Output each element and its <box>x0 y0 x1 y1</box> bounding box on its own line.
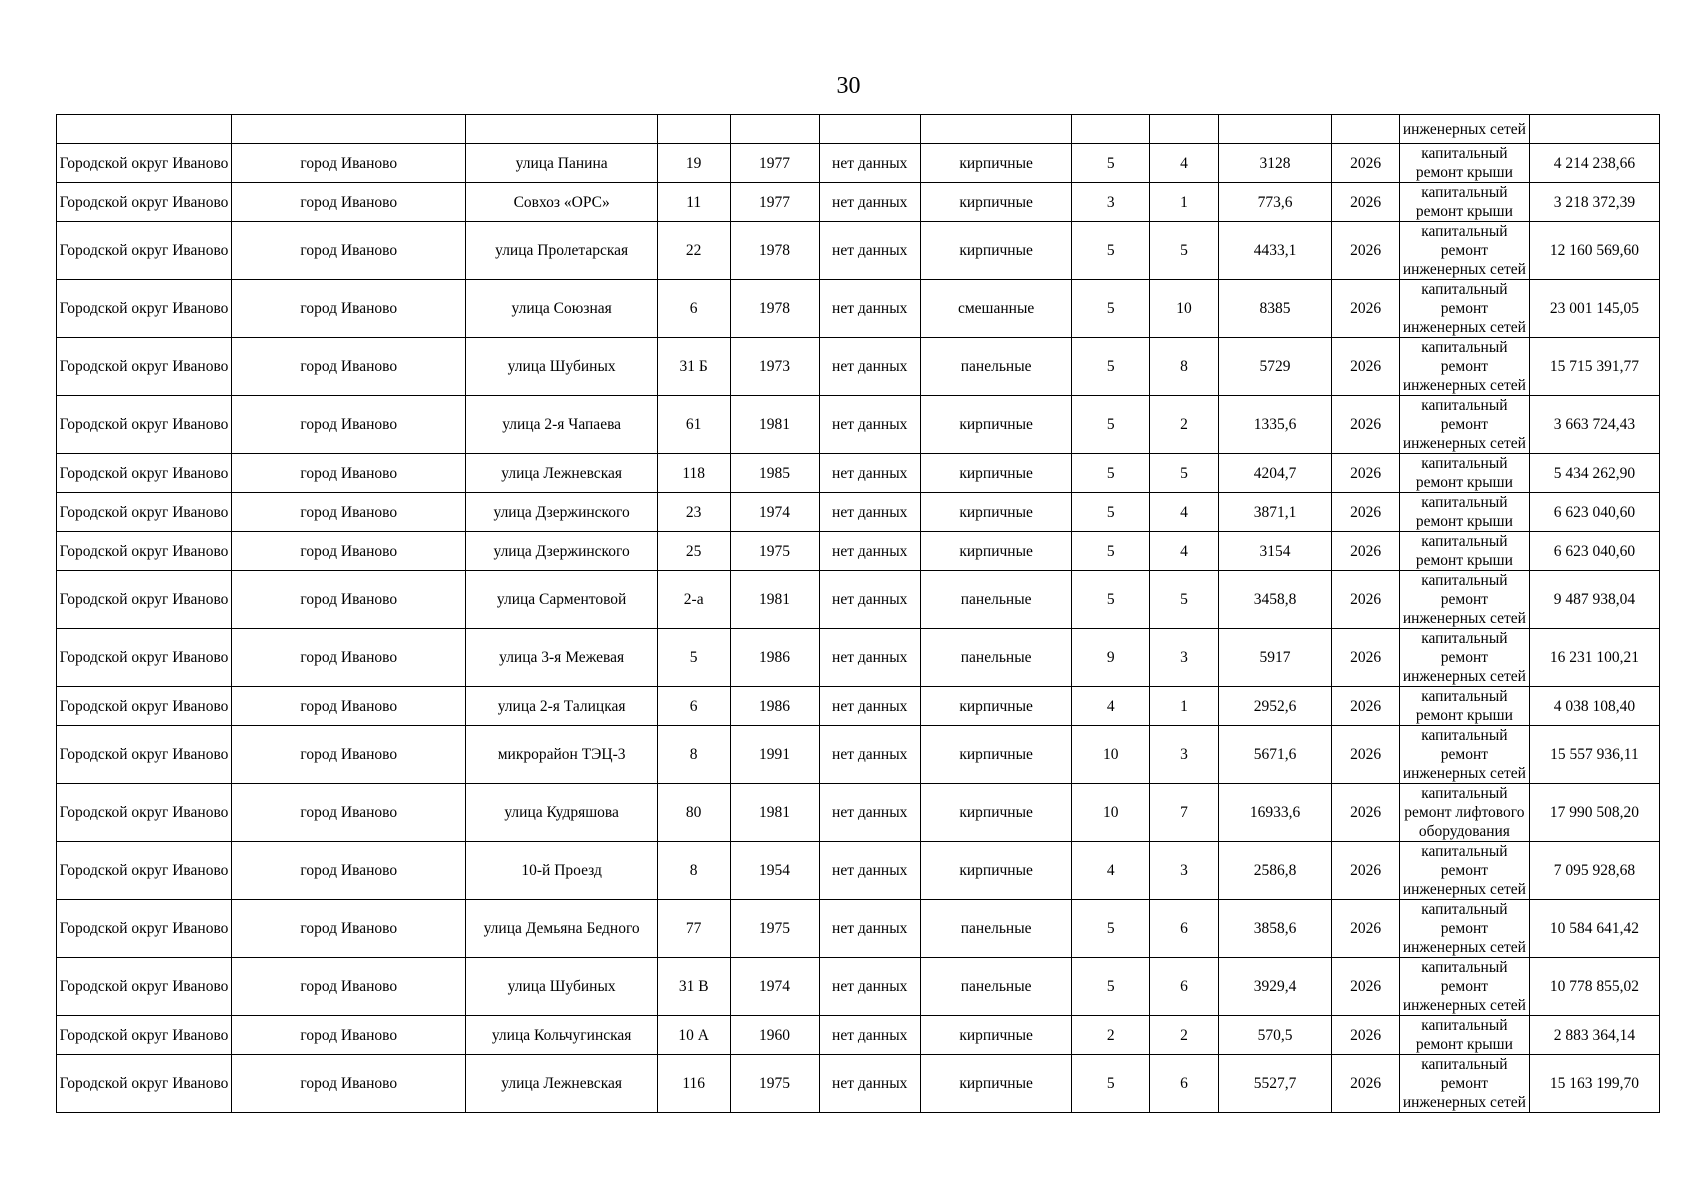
cell-cost: 17 990 508,20 <box>1529 784 1659 842</box>
cell-house: 11 <box>657 183 730 222</box>
cell-entrances: 8 <box>1150 338 1219 396</box>
cell-floors: 4 <box>1072 842 1150 900</box>
cell-floors: 10 <box>1072 726 1150 784</box>
cell-district: Городской округ Иваново <box>57 629 232 687</box>
cell-street: микрорайон ТЭЦ-3 <box>466 726 657 784</box>
cell-floors: 3 <box>1072 183 1150 222</box>
cell-prev-repair: нет данных <box>819 532 920 571</box>
cell-walls: панельные <box>920 338 1071 396</box>
cell-walls: панельные <box>920 571 1071 629</box>
cell-plan-year: 2026 <box>1332 280 1400 338</box>
cell-street: улица 2-я Чапаева <box>466 396 657 454</box>
table-row <box>57 183 1660 222</box>
table-body <box>57 115 1660 1113</box>
cell-district: Городской округ Иваново <box>57 338 232 396</box>
cell-floors: 5 <box>1072 280 1150 338</box>
cell-district: Городской округ Иваново <box>57 900 232 958</box>
cell-entrances: 7 <box>1150 784 1219 842</box>
cell-city: город Иваново <box>232 222 466 280</box>
cell-entrances: 3 <box>1150 629 1219 687</box>
cell-entrances: 1 <box>1150 183 1219 222</box>
cell-plan-year: 2026 <box>1332 396 1400 454</box>
cell-work: капитальный ремонт инженерных сетей <box>1399 726 1529 784</box>
cell-work: капитальный ремонт крыши <box>1399 454 1529 493</box>
cell-district: Городской округ Иваново <box>57 571 232 629</box>
cell-cost: 15 557 936,11 <box>1529 726 1659 784</box>
cell-area: 8385 <box>1218 280 1332 338</box>
cell-street: улица 2-я Талицкая <box>466 687 657 726</box>
cell-floors: 2 <box>1072 1016 1150 1055</box>
cell-plan-year: 2026 <box>1332 144 1400 183</box>
cell-work: капитальный ремонт инженерных сетей <box>1399 222 1529 280</box>
cell-floors: 5 <box>1072 454 1150 493</box>
cell-cost: 12 160 569,60 <box>1529 222 1659 280</box>
cell-plan-year: 2026 <box>1332 454 1400 493</box>
cell-city <box>232 115 466 144</box>
cell-plan-year: 2026 <box>1332 687 1400 726</box>
cell-year: 1974 <box>730 958 819 1016</box>
cell-street: улица Кудряшова <box>466 784 657 842</box>
cell-street: улица Дзержинского <box>466 532 657 571</box>
cell-year: 1978 <box>730 280 819 338</box>
cell-area: 3858,6 <box>1218 900 1332 958</box>
cell-walls: панельные <box>920 900 1071 958</box>
cell-work: капитальный ремонт инженерных сетей <box>1399 900 1529 958</box>
cell-work: капитальный ремонт крыши <box>1399 532 1529 571</box>
cell-plan-year: 2026 <box>1332 1055 1400 1113</box>
cell-floors: 5 <box>1072 493 1150 532</box>
cell-year: 1974 <box>730 493 819 532</box>
cell-entrances: 5 <box>1150 222 1219 280</box>
cell-year: 1975 <box>730 900 819 958</box>
cell-work: капитальный ремонт крыши <box>1399 687 1529 726</box>
cell-area: 5527,7 <box>1218 1055 1332 1113</box>
cell-district: Городской округ Иваново <box>57 222 232 280</box>
table-row <box>57 280 1660 338</box>
cell-plan-year <box>1332 115 1400 144</box>
cell-work: капитальный ремонт крыши <box>1399 183 1529 222</box>
cell-prev-repair: нет данных <box>819 338 920 396</box>
cell-city: город Иваново <box>232 280 466 338</box>
cell-plan-year: 2026 <box>1332 183 1400 222</box>
cell-work: капитальный ремонт крыши <box>1399 493 1529 532</box>
cell-prev-repair: нет данных <box>819 396 920 454</box>
table-row <box>57 687 1660 726</box>
cell-entrances: 5 <box>1150 571 1219 629</box>
cell-prev-repair: нет данных <box>819 222 920 280</box>
cell-walls: кирпичные <box>920 144 1071 183</box>
cell-city: город Иваново <box>232 629 466 687</box>
cell-walls: кирпичные <box>920 532 1071 571</box>
cell-work: капитальный ремонт инженерных сетей <box>1399 842 1529 900</box>
page-number: 30 <box>836 73 861 99</box>
cell-city: город Иваново <box>232 396 466 454</box>
cell-floors: 9 <box>1072 629 1150 687</box>
cell-year: 1960 <box>730 1016 819 1055</box>
cell-area <box>1218 115 1332 144</box>
cell-entrances: 2 <box>1150 396 1219 454</box>
cell-city: город Иваново <box>232 900 466 958</box>
cell-cost: 23 001 145,05 <box>1529 280 1659 338</box>
cell-area: 3128 <box>1218 144 1332 183</box>
cell-cost: 10 778 855,02 <box>1529 958 1659 1016</box>
cell-street: улица Пролетарская <box>466 222 657 280</box>
cell-work: капитальный ремонт инженерных сетей <box>1399 338 1529 396</box>
cell-city: город Иваново <box>232 687 466 726</box>
cell-plan-year: 2026 <box>1332 571 1400 629</box>
cell-floors: 5 <box>1072 958 1150 1016</box>
cell-district: Городской округ Иваново <box>57 958 232 1016</box>
cell-street: улица Дзержинского <box>466 493 657 532</box>
table-row <box>57 1016 1660 1055</box>
cell-house: 61 <box>657 396 730 454</box>
cell-prev-repair: нет данных <box>819 687 920 726</box>
cell-district: Городской округ Иваново <box>57 532 232 571</box>
cell-city: город Иваново <box>232 842 466 900</box>
cell-year: 1986 <box>730 687 819 726</box>
cell-street: Совхоз «ОРС» <box>466 183 657 222</box>
cell-entrances: 6 <box>1150 958 1219 1016</box>
cell-year: 1977 <box>730 183 819 222</box>
cell-cost: 4 038 108,40 <box>1529 687 1659 726</box>
cell-house: 77 <box>657 900 730 958</box>
cell-house: 80 <box>657 784 730 842</box>
cell-district: Городской округ Иваново <box>57 144 232 183</box>
cell-street: улица 3-я Межевая <box>466 629 657 687</box>
table-row <box>57 532 1660 571</box>
cell-floors: 4 <box>1072 687 1150 726</box>
table-row <box>57 629 1660 687</box>
cell-walls: кирпичные <box>920 222 1071 280</box>
cell-entrances: 5 <box>1150 454 1219 493</box>
cell-year: 1975 <box>730 1055 819 1113</box>
cell-area: 3458,8 <box>1218 571 1332 629</box>
cell-entrances: 2 <box>1150 1016 1219 1055</box>
cell-year: 1985 <box>730 454 819 493</box>
cell-prev-repair: нет данных <box>819 958 920 1016</box>
table-row <box>57 396 1660 454</box>
cell-walls: кирпичные <box>920 726 1071 784</box>
cell-street: улица Шубиных <box>466 958 657 1016</box>
cell-cost: 7 095 928,68 <box>1529 842 1659 900</box>
cell-district: Городской округ Иваново <box>57 1055 232 1113</box>
cell-plan-year: 2026 <box>1332 222 1400 280</box>
cell-prev-repair: нет данных <box>819 900 920 958</box>
cell-plan-year: 2026 <box>1332 784 1400 842</box>
cell-house: 118 <box>657 454 730 493</box>
cell-prev-repair: нет данных <box>819 1055 920 1113</box>
cell-year: 1981 <box>730 396 819 454</box>
cell-cost: 2 883 364,14 <box>1529 1016 1659 1055</box>
cell-street: улица Панина <box>466 144 657 183</box>
cell-city: город Иваново <box>232 183 466 222</box>
cell-entrances: 6 <box>1150 1055 1219 1113</box>
cell-work: капитальный ремонт крыши <box>1399 144 1529 183</box>
cell-walls: кирпичные <box>920 1055 1071 1113</box>
cell-prev-repair: нет данных <box>819 726 920 784</box>
table-row <box>57 222 1660 280</box>
cell-area: 4433,1 <box>1218 222 1332 280</box>
cell-floors: 5 <box>1072 144 1150 183</box>
cell-floors: 5 <box>1072 571 1150 629</box>
table-row <box>57 454 1660 493</box>
cell-year: 1975 <box>730 532 819 571</box>
cell-floors: 5 <box>1072 396 1150 454</box>
cell-city: город Иваново <box>232 958 466 1016</box>
table-row <box>57 784 1660 842</box>
cell-work: капитальный ремонт лифтового оборудования <box>1399 784 1529 842</box>
table-row <box>57 842 1660 900</box>
table-row <box>57 493 1660 532</box>
cell-entrances: 10 <box>1150 280 1219 338</box>
repair-table <box>56 114 1660 1113</box>
cell-plan-year: 2026 <box>1332 338 1400 396</box>
cell-work: капитальный ремонт инженерных сетей <box>1399 1055 1529 1113</box>
cell-plan-year: 2026 <box>1332 532 1400 571</box>
cell-entrances <box>1150 115 1219 144</box>
cell-plan-year: 2026 <box>1332 842 1400 900</box>
table-row <box>57 144 1660 183</box>
cell-work: инженерных сетей <box>1399 115 1529 144</box>
cell-area: 4204,7 <box>1218 454 1332 493</box>
cell-walls: панельные <box>920 629 1071 687</box>
table-row <box>57 571 1660 629</box>
cell-house: 31 Б <box>657 338 730 396</box>
cell-year: 1981 <box>730 571 819 629</box>
cell-floors <box>1072 115 1150 144</box>
cell-entrances: 4 <box>1150 532 1219 571</box>
cell-prev-repair: нет данных <box>819 784 920 842</box>
cell-house: 31 В <box>657 958 730 1016</box>
cell-house: 23 <box>657 493 730 532</box>
cell-walls: кирпичные <box>920 493 1071 532</box>
cell-district: Городской округ Иваново <box>57 493 232 532</box>
cell-city: город Иваново <box>232 571 466 629</box>
cell-cost: 4 214 238,66 <box>1529 144 1659 183</box>
cell-district: Городской округ Иваново <box>57 183 232 222</box>
cell-plan-year: 2026 <box>1332 629 1400 687</box>
cell-area: 5729 <box>1218 338 1332 396</box>
cell-cost: 9 487 938,04 <box>1529 571 1659 629</box>
table-row <box>57 958 1660 1016</box>
cell-floors: 5 <box>1072 222 1150 280</box>
cell-district: Городской округ Иваново <box>57 454 232 493</box>
cell-entrances: 3 <box>1150 842 1219 900</box>
cell-year: 1978 <box>730 222 819 280</box>
cell-floors: 10 <box>1072 784 1150 842</box>
cell-street: улица Кольчугинская <box>466 1016 657 1055</box>
cell-walls: кирпичные <box>920 842 1071 900</box>
cell-city: город Иваново <box>232 532 466 571</box>
cell-year: 1991 <box>730 726 819 784</box>
cell-cost <box>1529 115 1659 144</box>
cell-entrances: 4 <box>1150 493 1219 532</box>
cell-prev-repair: нет данных <box>819 280 920 338</box>
table-row <box>57 338 1660 396</box>
cell-walls: кирпичные <box>920 183 1071 222</box>
cell-district: Городской округ Иваново <box>57 687 232 726</box>
cell-area: 773,6 <box>1218 183 1332 222</box>
cell-house: 6 <box>657 687 730 726</box>
cell-cost: 16 231 100,21 <box>1529 629 1659 687</box>
cell-area: 2586,8 <box>1218 842 1332 900</box>
cell-cost: 3 218 372,39 <box>1529 183 1659 222</box>
cell-street: улица Лежневская <box>466 1055 657 1113</box>
cell-prev-repair: нет данных <box>819 571 920 629</box>
cell-floors: 5 <box>1072 900 1150 958</box>
cell-prev-repair: нет данных <box>819 629 920 687</box>
cell-entrances: 4 <box>1150 144 1219 183</box>
cell-walls: кирпичные <box>920 396 1071 454</box>
cell-entrances: 1 <box>1150 687 1219 726</box>
cell-work: капитальный ремонт инженерных сетей <box>1399 958 1529 1016</box>
cell-plan-year: 2026 <box>1332 726 1400 784</box>
cell-district: Городской округ Иваново <box>57 396 232 454</box>
cell-walls: кирпичные <box>920 784 1071 842</box>
cell-house: 6 <box>657 280 730 338</box>
table-row <box>57 726 1660 784</box>
cell-work: капитальный ремонт инженерных сетей <box>1399 629 1529 687</box>
cell-city: город Иваново <box>232 1016 466 1055</box>
cell-street: улица Демьяна Бедного <box>466 900 657 958</box>
cell-house: 5 <box>657 629 730 687</box>
cell-plan-year: 2026 <box>1332 900 1400 958</box>
cell-prev-repair: нет данных <box>819 183 920 222</box>
cell-plan-year: 2026 <box>1332 493 1400 532</box>
cell-year <box>730 115 819 144</box>
cell-work: капитальный ремонт инженерных сетей <box>1399 280 1529 338</box>
cell-cost: 15 715 391,77 <box>1529 338 1659 396</box>
cell-city: город Иваново <box>232 726 466 784</box>
table-row <box>57 1055 1660 1113</box>
cell-house: 2-а <box>657 571 730 629</box>
cell-work: капитальный ремонт инженерных сетей <box>1399 396 1529 454</box>
cell-area: 3871,1 <box>1218 493 1332 532</box>
cell-area: 3154 <box>1218 532 1332 571</box>
cell-area: 5671,6 <box>1218 726 1332 784</box>
cell-cost: 15 163 199,70 <box>1529 1055 1659 1113</box>
cell-district <box>57 115 232 144</box>
cell-house: 19 <box>657 144 730 183</box>
cell-house: 10 А <box>657 1016 730 1055</box>
cell-house: 116 <box>657 1055 730 1113</box>
cell-floors: 5 <box>1072 1055 1150 1113</box>
cell-prev-repair: нет данных <box>819 144 920 183</box>
cell-street: улица Шубиных <box>466 338 657 396</box>
cell-floors: 5 <box>1072 532 1150 571</box>
cell-house: 8 <box>657 726 730 784</box>
cell-walls: кирпичные <box>920 1016 1071 1055</box>
cell-walls: кирпичные <box>920 454 1071 493</box>
cell-district: Городской округ Иваново <box>57 1016 232 1055</box>
cell-area: 3929,4 <box>1218 958 1332 1016</box>
cell-street <box>466 115 657 144</box>
cell-district: Городской округ Иваново <box>57 280 232 338</box>
cell-cost: 10 584 641,42 <box>1529 900 1659 958</box>
cell-year: 1954 <box>730 842 819 900</box>
cell-city: город Иваново <box>232 784 466 842</box>
cell-city: город Иваново <box>232 493 466 532</box>
cell-year: 1981 <box>730 784 819 842</box>
cell-entrances: 3 <box>1150 726 1219 784</box>
cell-entrances: 6 <box>1150 900 1219 958</box>
cell-area: 570,5 <box>1218 1016 1332 1055</box>
cell-plan-year: 2026 <box>1332 1016 1400 1055</box>
cell-cost: 3 663 724,43 <box>1529 396 1659 454</box>
cell-walls: панельные <box>920 958 1071 1016</box>
cell-plan-year: 2026 <box>1332 958 1400 1016</box>
cell-city: город Иваново <box>232 454 466 493</box>
cell-work: капитальный ремонт инженерных сетей <box>1399 571 1529 629</box>
cell-area: 2952,6 <box>1218 687 1332 726</box>
cell-year: 1986 <box>730 629 819 687</box>
cell-street: улица Лежневская <box>466 454 657 493</box>
cell-district: Городской округ Иваново <box>57 726 232 784</box>
cell-prev-repair: нет данных <box>819 1016 920 1055</box>
cell-work: капитальный ремонт крыши <box>1399 1016 1529 1055</box>
cell-house: 22 <box>657 222 730 280</box>
cell-walls: смешанные <box>920 280 1071 338</box>
cell-street: улица Союзная <box>466 280 657 338</box>
cell-year: 1977 <box>730 144 819 183</box>
cell-street: улица Сарментовой <box>466 571 657 629</box>
cell-area: 5917 <box>1218 629 1332 687</box>
cell-floors: 5 <box>1072 338 1150 396</box>
table-row <box>57 900 1660 958</box>
cell-prev-repair <box>819 115 920 144</box>
cell-prev-repair: нет данных <box>819 493 920 532</box>
cell-city: город Иваново <box>232 338 466 396</box>
cell-cost: 6 623 040,60 <box>1529 532 1659 571</box>
table-row-continued <box>57 115 1660 144</box>
cell-walls: кирпичные <box>920 687 1071 726</box>
cell-year: 1973 <box>730 338 819 396</box>
cell-area: 16933,6 <box>1218 784 1332 842</box>
cell-prev-repair: нет данных <box>819 454 920 493</box>
cell-cost: 6 623 040,60 <box>1529 493 1659 532</box>
cell-district: Городской округ Иваново <box>57 784 232 842</box>
cell-cost: 5 434 262,90 <box>1529 454 1659 493</box>
cell-district: Городской округ Иваново <box>57 842 232 900</box>
cell-prev-repair: нет данных <box>819 842 920 900</box>
cell-house <box>657 115 730 144</box>
cell-walls <box>920 115 1071 144</box>
cell-street: 10-й Проезд <box>466 842 657 900</box>
cell-house: 25 <box>657 532 730 571</box>
cell-area: 1335,6 <box>1218 396 1332 454</box>
cell-city: город Иваново <box>232 1055 466 1113</box>
cell-city: город Иваново <box>232 144 466 183</box>
cell-house: 8 <box>657 842 730 900</box>
